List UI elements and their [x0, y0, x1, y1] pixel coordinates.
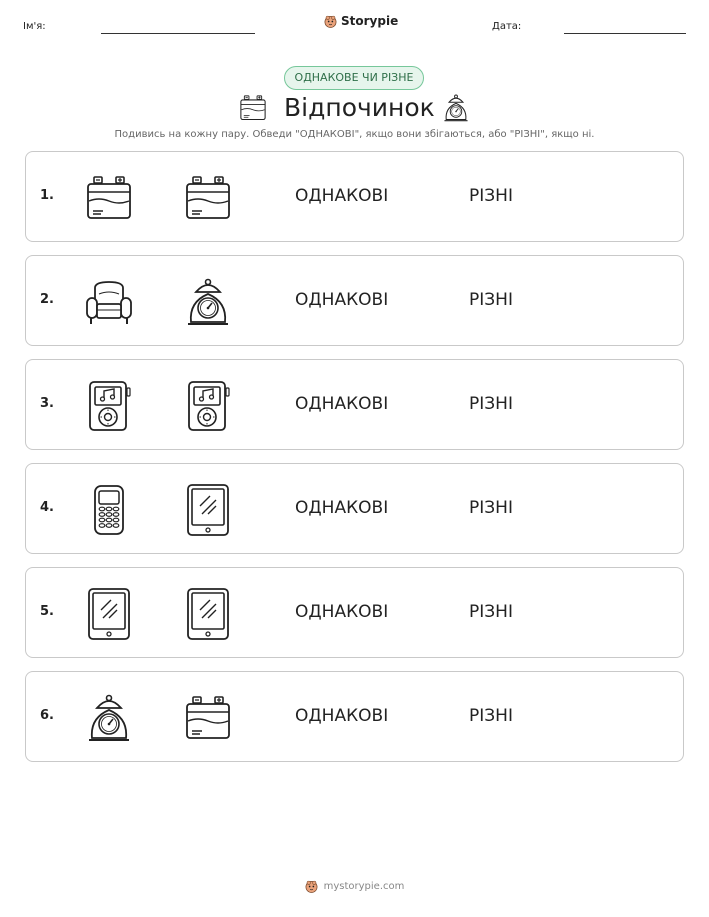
row-number: 3.: [40, 396, 54, 411]
exercise-row-5: [25, 567, 684, 658]
scale-icon: [441, 93, 471, 123]
option-same[interactable]: ОДНАКОВІ: [295, 602, 389, 622]
exercise-row-2: [25, 255, 684, 346]
footer: [0, 880, 709, 893]
date-line[interactable]: [564, 33, 686, 34]
battery-icon: [238, 93, 268, 123]
row-number: 4.: [40, 500, 54, 515]
mp3-player-icon: [83, 380, 135, 432]
option-same[interactable]: ОДНАКОВІ: [295, 498, 389, 518]
option-same[interactable]: ОДНАКОВІ: [295, 290, 389, 310]
instructions: Подивись на кожну пару. Обведи "ОДНАКОВІ", якщо вони збігаються, або "РІЗНІ", якщо ні.: [114, 129, 595, 140]
option-different[interactable]: РІЗНІ: [469, 602, 513, 622]
name-line[interactable]: [101, 33, 255, 34]
worksheet-type-badge: ОДНАКОВЕ ЧИ РІЗНЕ: [284, 66, 424, 90]
brand-logo: [324, 14, 398, 28]
option-same[interactable]: ОДНАКОВІ: [295, 394, 389, 414]
option-different[interactable]: РІЗНІ: [469, 394, 513, 414]
exercise-row-3: [25, 359, 684, 450]
exercise-row-1: [25, 151, 684, 242]
phone-icon: [83, 484, 135, 536]
option-different[interactable]: РІЗНІ: [469, 706, 513, 726]
footer-url[interactable]: mystorypie.com: [323, 881, 405, 892]
date-label: Дата:: [492, 21, 522, 32]
option-same[interactable]: ОДНАКОВІ: [295, 186, 389, 206]
row-number: 5.: [40, 604, 54, 619]
exercise-row-4: [25, 463, 684, 554]
mp3-player-icon: [182, 380, 234, 432]
option-different[interactable]: РІЗНІ: [469, 186, 513, 206]
option-different[interactable]: РІЗНІ: [469, 290, 513, 310]
option-same[interactable]: ОДНАКОВІ: [295, 706, 389, 726]
tablet-icon: [182, 588, 234, 640]
row-number: 6.: [40, 708, 54, 723]
name-label: Ім'я:: [23, 21, 46, 32]
storypie-logo-icon: [324, 15, 337, 28]
battery-icon: [182, 172, 234, 224]
option-different[interactable]: РІЗНІ: [469, 498, 513, 518]
row-number: 1.: [40, 188, 54, 203]
scale-icon: [83, 692, 135, 744]
armchair-icon: [83, 276, 135, 328]
tablet-icon: [83, 588, 135, 640]
tablet-icon: [182, 484, 234, 536]
battery-icon: [83, 172, 135, 224]
row-number: 2.: [40, 292, 54, 307]
brand-name: Storypie: [341, 14, 399, 28]
page-title: Відпочинок: [284, 93, 435, 122]
exercise-row-6: [25, 671, 684, 762]
battery-icon: [182, 692, 234, 744]
scale-icon: [182, 276, 234, 328]
storypie-logo-icon: [305, 880, 318, 893]
